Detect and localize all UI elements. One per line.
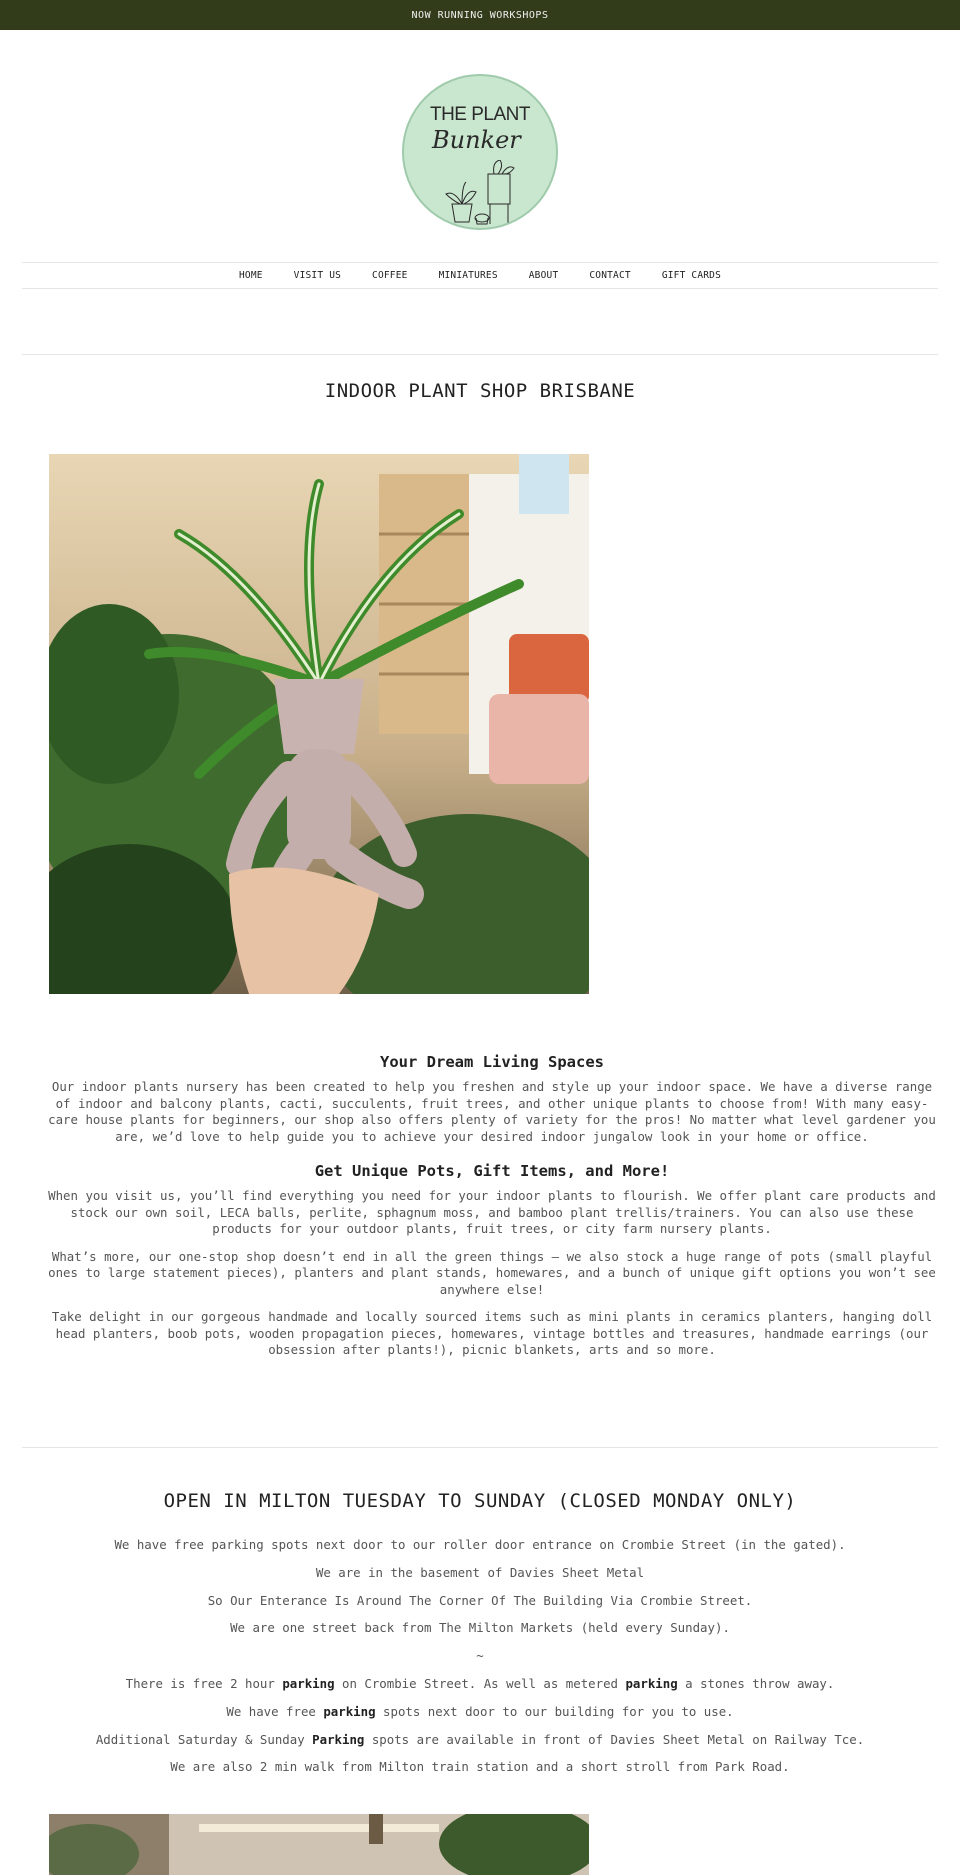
parking-emphasis: parking bbox=[323, 1703, 376, 1719]
visit-info bbox=[0, 1536, 960, 1786]
nav-visit-us[interactable]: VISIT US bbox=[293, 269, 342, 281]
opening-hours-heading: OPEN IN MILTON TUESDAY TO SUNDAY (CLOSED MONDAY ONLY) bbox=[163, 1490, 797, 1512]
site-logo[interactable] bbox=[390, 64, 570, 240]
logo-title: THE PLANT bbox=[429, 104, 531, 125]
text-fragment: on Crombie Street. As well as metered bbox=[334, 1675, 626, 1691]
nav-miniatures[interactable]: MINIATURES bbox=[438, 269, 498, 281]
pots-heading: Get Unique Pots, Gift Items, and More! bbox=[314, 1162, 670, 1180]
plant-pots-icon bbox=[442, 160, 522, 226]
visit-line-1: We have free parking spots next door to our roller door entrance on Crombie Street (in the gated). bbox=[114, 1537, 846, 1552]
nav-coffee[interactable]: COFFEE bbox=[372, 269, 408, 281]
dream-heading: Your Dream Living Spaces bbox=[380, 1053, 604, 1071]
section-divider-2 bbox=[22, 1447, 938, 1448]
plant-pot-photo bbox=[49, 454, 589, 994]
text-fragment: spots are available in front of Davies Sheet Metal on Railway Tce. bbox=[364, 1731, 865, 1747]
visit-line-5 bbox=[0, 1675, 960, 1703]
section-divider bbox=[22, 354, 938, 355]
text-fragment: a stones throw away. bbox=[677, 1675, 835, 1691]
nav-home[interactable]: HOME bbox=[238, 269, 263, 281]
nav-gift-cards[interactable]: GIFT CARDS bbox=[661, 269, 722, 281]
pots-text-3: Take delight in our gorgeous handmade and locally sourced items such as mini plants in ceramics planters, hanging doll head planters, boob pots, wooden propagation pieces, homewares, vintage bottles and treasures, handmade earrings (our obsession after plants!), picnic blankets, arts and so more. bbox=[51, 1309, 933, 1357]
logo-badge bbox=[402, 74, 558, 230]
announcement-bar[interactable] bbox=[0, 0, 960, 30]
visit-divider: ~ bbox=[476, 1648, 484, 1664]
visit-line-8: We are also 2 min walk from Milton train station and a short stroll from Park Road. bbox=[170, 1759, 790, 1775]
visit-line-2: We are in the basement of Davies Sheet Metal bbox=[315, 1564, 645, 1580]
pots-text-1: When you visit us, you’ll find everything you need for your indoor plants to flourish. We offer plant care products and stock our own soil, LECA balls, perlite, sphagnum moss, and bamboo plant trellis/trainers. You can also use these products for your outdoor plants, fruit trees, or city farm nursery plants. bbox=[48, 1188, 936, 1236]
announcement-text[interactable]: NOW RUNNING WORKSHOPS bbox=[411, 9, 549, 21]
shop-photo-illustration bbox=[49, 1814, 589, 1875]
parking-emphasis: parking bbox=[282, 1675, 335, 1691]
shop-interior-photo bbox=[49, 1814, 589, 1875]
visit-line-3: So Our Enterance Is Around The Corner Of The Building Via Crombie Street. bbox=[207, 1592, 753, 1608]
logo-script: Bunker bbox=[432, 126, 521, 154]
visit-line-6 bbox=[0, 1703, 960, 1731]
text-fragment: We have free bbox=[226, 1703, 324, 1719]
visit-line-7 bbox=[0, 1731, 960, 1759]
dream-spaces-section bbox=[48, 1053, 936, 1156]
dream-text: Our indoor plants nursery has been created to help you freshen and style up your indoor space. We have a diverse range of indoor and balcony plants, cacti, succulents, fruit trees, and other unique plants to choose from! With many easy-care house plants for beginners, our shop also offers plenty of variety for the pros! No matter what level gardener you are, we’d love to help guide you to achieve your desired indoor jungalow look in your home or office. bbox=[48, 1079, 936, 1144]
unique-pots-section bbox=[48, 1162, 936, 1370]
text-fragment: There is free 2 hour bbox=[125, 1675, 283, 1691]
text-fragment: spots next door to our building for you to use. bbox=[375, 1703, 734, 1719]
text-fragment: Additional Saturday & Sunday bbox=[95, 1731, 313, 1747]
nav-contact[interactable]: CONTACT bbox=[589, 269, 631, 281]
parking-emphasis: parking bbox=[625, 1675, 678, 1691]
main-navigation bbox=[0, 262, 960, 288]
parking-emphasis: Parking bbox=[312, 1731, 365, 1747]
plant-photo-illustration bbox=[49, 454, 589, 994]
shop-heading: INDOOR PLANT SHOP BRISBANE bbox=[324, 380, 636, 402]
pots-text-2: What’s more, our one-stop shop doesn’t end in all the green things — we also stock a huge range of pots (small playful ones to large statement pieces), planters and plant stands, homewares, and a bunch of unique gift options you won’t see anywhere else! bbox=[48, 1248, 936, 1297]
nav-about[interactable]: ABOUT bbox=[528, 269, 559, 281]
visit-line-4: We are one street back from The Milton Markets (held every Sunday). bbox=[230, 1620, 730, 1636]
nav-divider-bottom bbox=[22, 288, 938, 289]
